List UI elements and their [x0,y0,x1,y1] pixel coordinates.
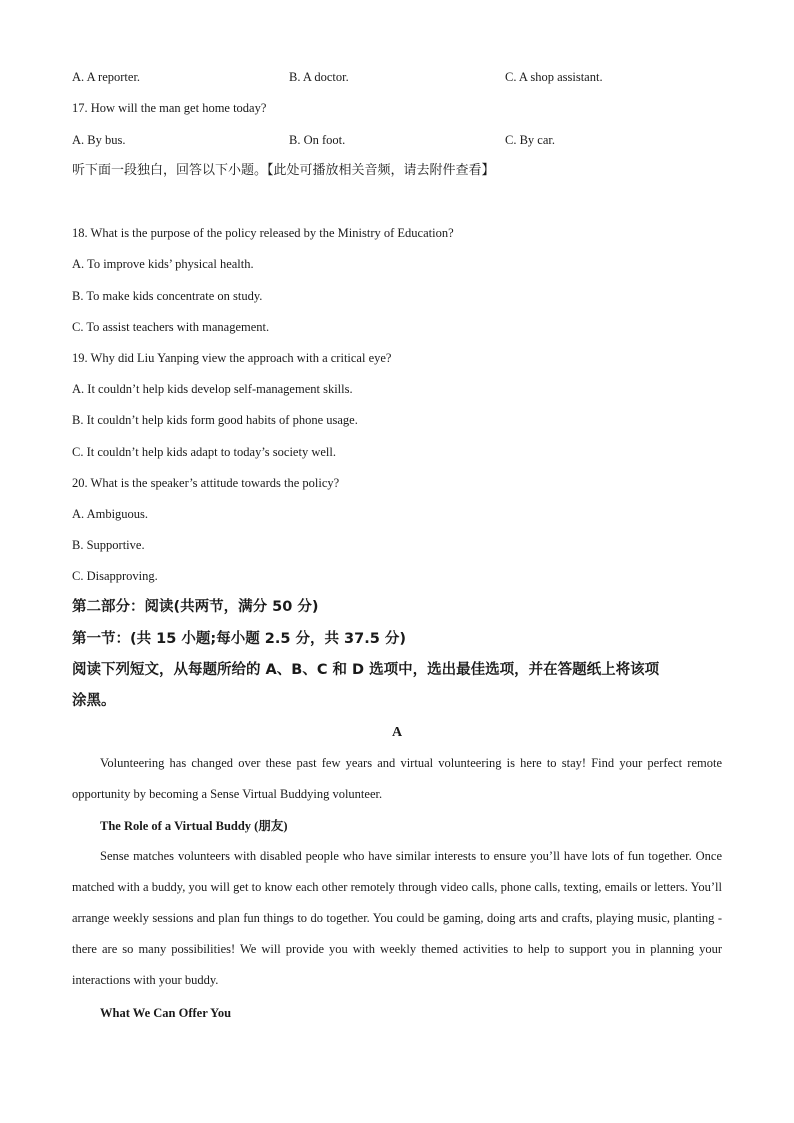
monologue-instruction: 听下面一段独白，回答以下小题。【此处可播放相关音频，请去附件查看】 [72,163,495,178]
q16-option-b: B. A doctor. [289,70,349,84]
q19-option-c: C. It couldn’t help kids adapt to today’s society well. [72,445,336,459]
q16-option-c: C. A shop assistant. [505,70,603,84]
subheading-role: The Role of a Virtual Buddy (朋友) [100,819,288,833]
q19-option-a: A. It couldn’t help kids develop self-management skills. [72,382,353,396]
q20-option-b: B. Supportive. [72,538,145,552]
q19-question: 19. Why did Liu Yanping view the approach with a critical eye? [72,351,392,365]
q18-option-c: C. To assist teachers with management. [72,320,270,334]
q16-option-a: A. A reporter. [72,70,141,84]
passage-intro: Volunteering has changed over these past few years and virtual volunteering is here to stay! Find your perfect remote opportunity by becoming a Sense Virtual Buddying volunteer. [72,756,722,801]
reading-instruction-line1: 阅读下列短文，从每题所给的 A、B、C 和 D 选项中，选出最佳选项，并在答题纸上将该项 [72,662,660,678]
q18-option-a: A. To improve kids’ physical health. [72,257,254,271]
q18-option-b: B. To make kids concentrate on study. [72,289,263,303]
q20-option-a: A. Ambiguous. [72,507,149,521]
passage-body-role: Sense matches volunteers with disabled people who have similar interests to ensure you’ll have lots of fun together. Once matched with a buddy, you will get to know each other remotely through video calls, phone calls, texting, emails or letters. You’ll arrange weekly sessions and plan fun things to do together. You could be gaming, doing arts and crafts, playing music, planting - there are so many possibilities! We will provide you with weekly themed activities to help to support you in planning your interactions with your buddy. [72,849,722,987]
q17-option-c: C. By car. [505,133,555,147]
q17-question: 17. How will the man get home today? [72,101,267,115]
part2-heading: 第二部分：阅读(共两节，满分 50 分) [72,599,319,615]
q20-question: 20. What is the speaker’s attitude towards the policy? [72,476,340,490]
reading-instruction-line2: 涂黑。 [72,693,116,709]
q17-option-a: A. By bus. [72,133,126,147]
passage-label: A [391,725,403,740]
q20-option-c: C. Disapproving. [72,569,158,583]
section1-heading: 第一节：(共 15 小题;每小题 2.5 分，共 37.5 分) [72,631,406,647]
q18-question: 18. What is the purpose of the policy released by the Ministry of Education? [72,226,454,240]
subheading-offer: What We Can Offer You [100,1006,232,1020]
q19-option-b: B. It couldn’t help kids form good habits of phone usage. [72,413,358,427]
q17-option-b: B. On foot. [289,133,346,147]
